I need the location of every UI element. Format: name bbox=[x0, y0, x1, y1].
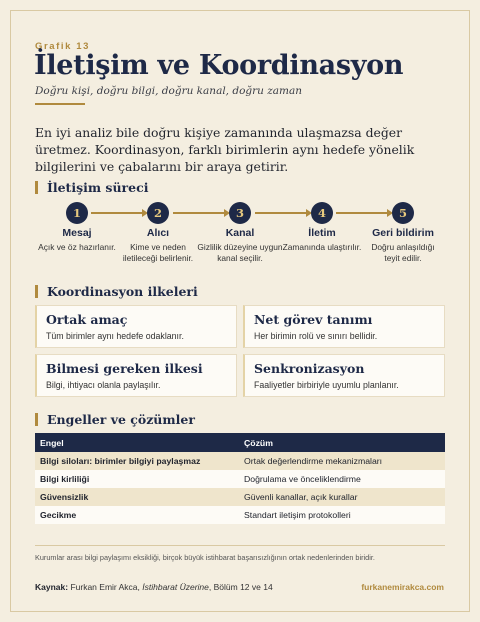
process-step-iletim bbox=[282, 202, 362, 253]
step-number: 2 bbox=[147, 202, 169, 224]
column-header-cozum: Çözüm bbox=[239, 433, 445, 452]
card-description: Bilgi, ihtiyacı olanla paylaşılır. bbox=[46, 380, 161, 390]
step-number: 5 bbox=[392, 202, 414, 224]
card-title: Net görev tanımı bbox=[254, 312, 373, 327]
website-link[interactable]: furkanemirakca.com bbox=[361, 582, 444, 592]
process-step-mesaj bbox=[37, 202, 117, 253]
page-subtitle: Doğru kişi, doğru bilgi, doğru kanal, doğru zaman bbox=[35, 85, 303, 97]
obstacle-cell: Güvensizlik bbox=[35, 488, 239, 506]
process-heading: İletişim süreci bbox=[35, 181, 148, 194]
step-number: 3 bbox=[229, 202, 251, 224]
page-title: İletişim ve Koordinasyon bbox=[34, 50, 404, 81]
intro-paragraph: En iyi analiz bile doğru kişiye zamanında ulaşmazsa değer üretmez. Koordinasyon, farklı birimlerin aynı hedefe yönelik bilgilerini ve çabalarını bir araya getirir. bbox=[35, 125, 415, 174]
card-description: Her birimin rolü ve sınırı bellidir. bbox=[254, 331, 378, 341]
table-row bbox=[35, 488, 445, 506]
obstacle-cell: Bilgi siloları: birimler bilgiyi paylaşmaz bbox=[35, 452, 239, 470]
solution-cell: Ortak değerlendirme mekanizmaları bbox=[239, 452, 445, 470]
card-title: Ortak amaç bbox=[46, 312, 128, 327]
card-description: Faaliyetler birbiriyle uyumlu planlanır. bbox=[254, 380, 399, 390]
process-step-kanal bbox=[195, 202, 285, 264]
step-title: İletim bbox=[308, 227, 336, 239]
table-row bbox=[35, 452, 445, 470]
step-description: Doğru anlaşıldığı teyit edilir. bbox=[371, 242, 435, 263]
step-number: 4 bbox=[311, 202, 333, 224]
principle-card bbox=[243, 305, 445, 348]
obstacle-cell: Gecikme bbox=[35, 506, 239, 524]
step-title: Kanal bbox=[225, 227, 255, 239]
step-description: Zamanında ulaştırılır. bbox=[282, 242, 362, 252]
obstacles-heading: Engeller ve çözümler bbox=[35, 413, 195, 426]
principles-heading: Koordinasyon ilkeleri bbox=[35, 285, 198, 298]
card-description: Tüm birimler aynı hedefe odaklanır. bbox=[46, 331, 184, 341]
table-row bbox=[35, 506, 445, 524]
solution-cell: Doğrulama ve önceliklendirme bbox=[239, 470, 445, 488]
step-number: 1 bbox=[66, 202, 88, 224]
principle-card bbox=[35, 354, 237, 397]
footnote: Kurumlar arası bilgi paylaşımı eksikliği, birçok büyük istihbarat başarısızlığının ortak nedenlerinden biridir. bbox=[35, 553, 375, 562]
step-title: Alıcı bbox=[146, 227, 170, 239]
table-header-row bbox=[35, 433, 445, 452]
source-author: Furkan Emir Akca, bbox=[70, 582, 140, 592]
obstacles-table bbox=[35, 433, 445, 524]
source-label: Kaynak: bbox=[35, 582, 69, 592]
obstacle-cell: Bilgi kirliliği bbox=[35, 470, 239, 488]
card-title: Bilmesi gereken ilkesi bbox=[46, 361, 203, 376]
step-title: Mesaj bbox=[62, 227, 92, 239]
step-description: Gizlilik düzeyine uygun kanal seçilir. bbox=[197, 242, 283, 263]
step-description: Açık ve öz hazırlanır. bbox=[38, 242, 116, 252]
principle-card bbox=[243, 354, 445, 397]
footer-divider bbox=[35, 545, 445, 546]
table-row bbox=[35, 470, 445, 488]
solution-cell: Standart iletişim protokolleri bbox=[239, 506, 445, 524]
solution-cell: Güvenli kanallar, açık kurallar bbox=[239, 488, 445, 506]
title-underline bbox=[35, 103, 85, 105]
process-step-geri-bildirim bbox=[363, 202, 443, 264]
source-citation bbox=[35, 582, 273, 592]
column-header-engel: Engel bbox=[35, 433, 239, 452]
card-title: Senkronizasyon bbox=[254, 361, 365, 376]
step-title: Geri bildirim bbox=[372, 227, 434, 239]
step-description: Kime ve neden iletileceği belirlenir. bbox=[122, 242, 194, 263]
process-step-alici bbox=[118, 202, 198, 264]
source-chapter: , Bölüm 12 ve 14 bbox=[208, 582, 273, 592]
principle-card bbox=[35, 305, 237, 348]
figure-label: Grafik 13 bbox=[35, 41, 91, 52]
source-book: İstihbarat Üzerine bbox=[142, 582, 209, 592]
